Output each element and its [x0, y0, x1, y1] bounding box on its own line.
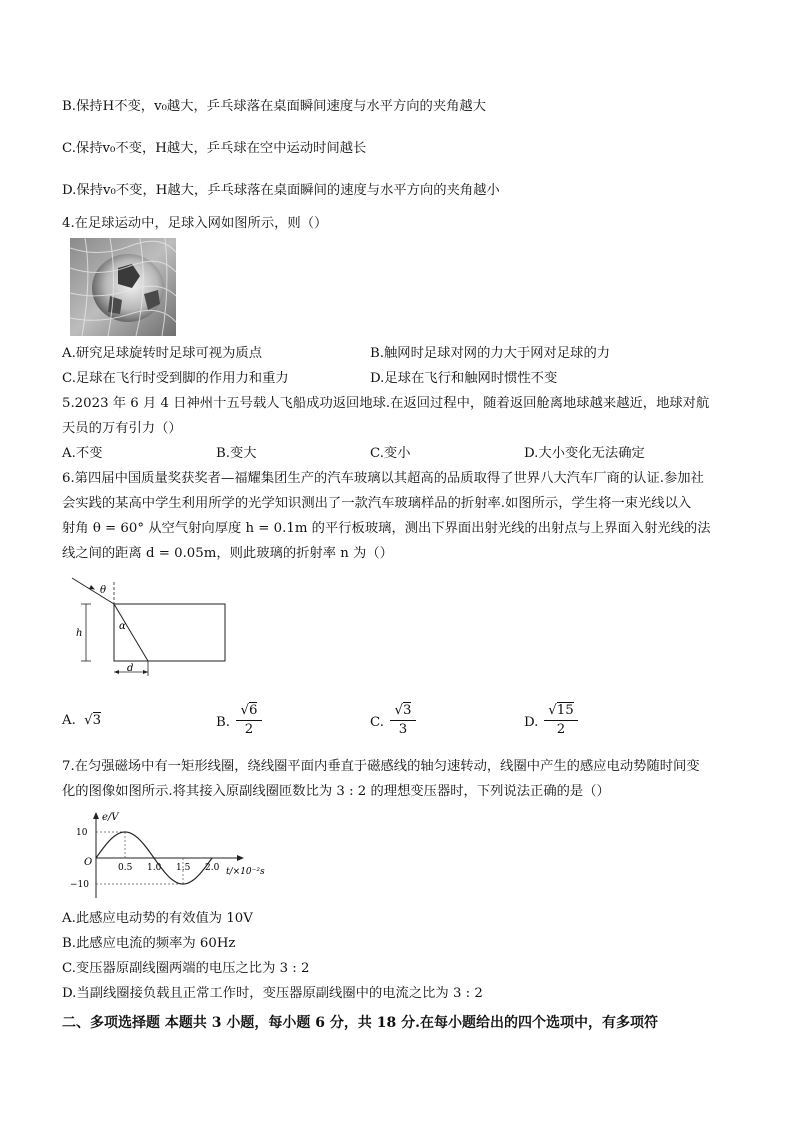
x-tick-label: 0.5: [118, 863, 133, 873]
q6-option-d-letter: D.: [524, 715, 539, 730]
label-h: h: [76, 628, 83, 639]
x-tick-label: 1.0: [147, 863, 162, 873]
q4-option-b: B.触网时足球对网的力大于网对足球的力: [370, 346, 611, 361]
label-d: d: [127, 663, 134, 674]
y-tick-label: 10: [76, 828, 88, 838]
q3-option-d: D.保持v₀不变，H越大，乒乓球落在桌面瞬间的速度与水平方向的夹角越小: [62, 183, 500, 198]
x-tick-label: 1.5: [176, 863, 191, 873]
section-2-heading: 二、多项选择题 本题共 3 小题，每小题 6 分，共 18 分.在每小题给出的四个选项中，有多项符: [62, 1015, 658, 1031]
q7-option-b: B.此感应电流的频率为 60Hz: [62, 936, 236, 951]
q6-option-b-radicand: 6: [249, 703, 258, 718]
q7-option-d: D.当副线圈接负载且正常工作时，变压器原副线圈中的电流之比为 3 : 2: [62, 986, 483, 1001]
label-theta: θ: [100, 585, 107, 596]
q6-option-d-radicand: 15: [556, 703, 574, 718]
origin-label: O: [84, 857, 93, 868]
x-axis-label: t/×10⁻²s: [226, 867, 265, 877]
q6-option-c-denominator: 3: [398, 722, 408, 737]
q7-line-1: 7.在匀强磁场中有一矩形线圈，绕线圈平面内垂直于磁感线的轴匀速转动，线圈中产生的感应电动势随时间变: [62, 759, 700, 774]
q5-option-b: B.变大: [216, 446, 257, 461]
q6-option-c-radicand: 3: [403, 703, 412, 718]
q4-option-a: A.研究足球旋转时足球可视为质点: [62, 346, 262, 361]
q6-line-3: 射角 θ = 60° 从空气射向厚度 h = 0.1m 的平行板玻璃，测出下界面出射光线的出射点与上界面入射光线的法: [62, 521, 711, 536]
q6-line-1: 6.第四届中国质量奖获奖者—福耀集团生产的汽车玻璃以其超高的品质取得了世界八大汽车厂商的认证.参加社: [62, 471, 704, 486]
q6-option-a: A. √3: [62, 713, 102, 728]
q6-option-b-denominator: 2: [244, 722, 254, 737]
q6-option-c-letter: C.: [370, 715, 384, 730]
q4-stem: 4.在足球运动中，足球入网如图所示，则（）: [62, 216, 328, 231]
q6-line-4: 线之间的距离 d = 0.05m，则此玻璃的折射率 n 为（）: [62, 546, 393, 561]
q6-option-a-letter: A.: [62, 713, 76, 728]
q7-option-a: A.此感应电动势的有效值为 10V: [62, 911, 253, 926]
q3-option-c: C.保持v₀不变，H越大，乒乓球在空中运动时间越长: [62, 141, 367, 156]
soccer-ball-photo: [70, 238, 176, 336]
y-axis-label: e/V: [102, 812, 119, 823]
q4-option-c: C.足球在飞行时受到脚的作用力和重力: [62, 371, 289, 386]
q4-option-d: D.足球在飞行和触网时惯性不变: [370, 371, 558, 386]
y-tick-label: −10: [70, 880, 89, 890]
q6-option-a-radicand: 3: [92, 713, 102, 728]
q5-option-a: A.不变: [62, 446, 103, 461]
q5-line-2: 天员的万有引力（）: [62, 421, 182, 436]
q6-option-b-letter: B.: [216, 715, 230, 730]
q6-option-d-denominator: 2: [556, 722, 566, 737]
q3-option-b: B.保持H不变，v₀越大，乒乓球落在桌面瞬间速度与水平方向的夹角越大: [62, 99, 487, 114]
refraction-diagram: [62, 572, 232, 691]
emf-graph: [62, 808, 272, 904]
q6-line-2: 会实践的某高中学生利用所学的光学知识测出了一款汽车玻璃样品的折射率.如图所示，学生将一束光线以入: [62, 496, 692, 511]
label-alpha: α: [119, 621, 126, 632]
q5-line-1: 5.2023 年 6 月 4 日神州十五号载人飞船成功返回地球.在返回过程中，随着返回舱离地球越来越近，地球对航: [62, 396, 710, 411]
q5-option-c: C.变小: [370, 446, 411, 461]
q7-option-c: C.变压器原副线圈两端的电压之比为 3 : 2: [62, 961, 310, 976]
q7-line-2: 化的图像如图所示.将其接入原副线圈匝数比为 3 : 2 的理想变压器时，下列说法正确的是（）: [62, 784, 610, 799]
x-tick-label: 2.0: [205, 863, 220, 873]
q5-option-d: D.大小变化无法确定: [524, 446, 645, 461]
